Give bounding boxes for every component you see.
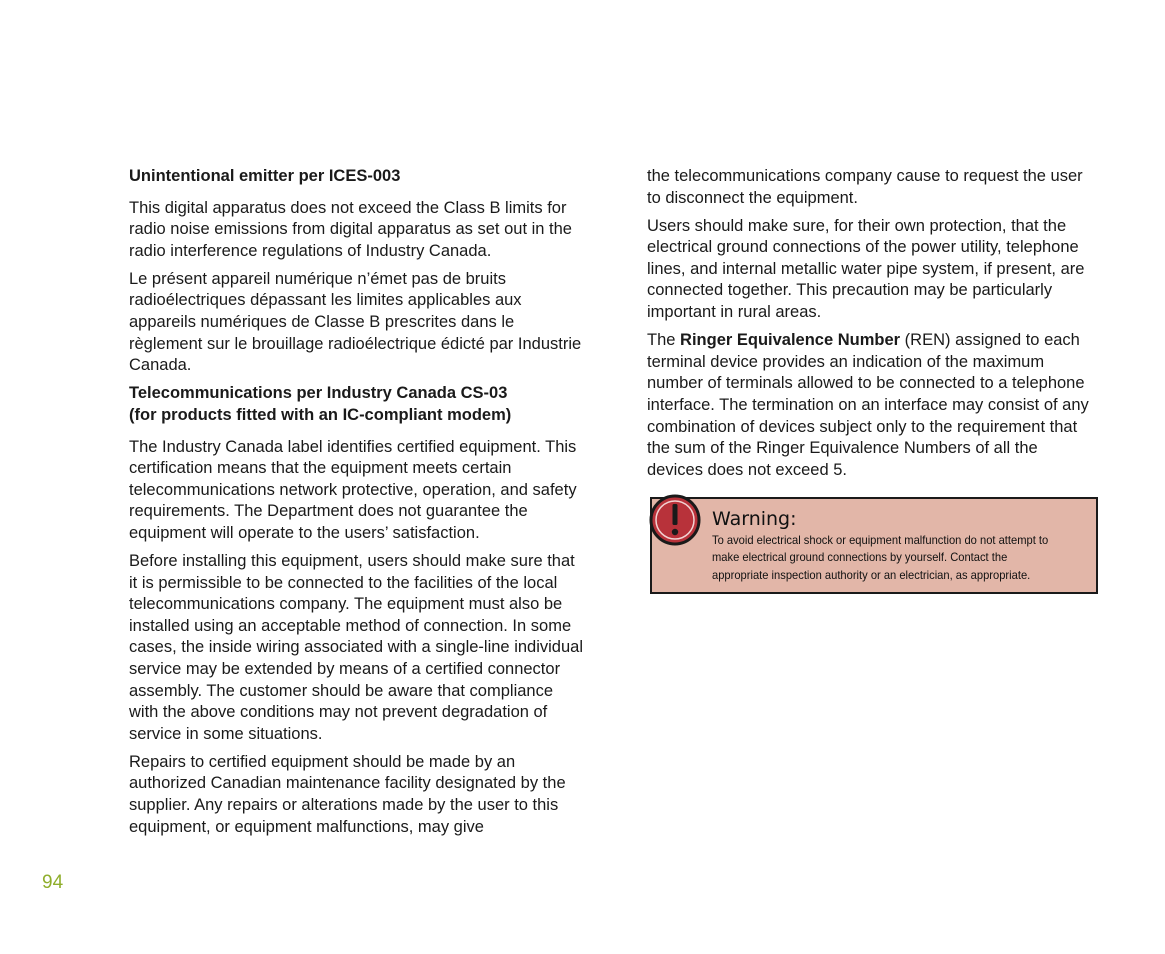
protection-paragraph: Users should make sure, for their own protection, that the electrical ground connections of the power utility, telephone lines, and internal metallic water pipe system, if present, are connected together. This precaution may be particularly important in rural areas. [647,216,1085,322]
ren-term: Ringer Equivalence Number [680,331,901,350]
warning-box [650,497,1098,594]
right-column [647,166,1097,488]
ren-rest: (REN) assigned to each terminal device provides an indication of the maximum number of terminals allowed to be connected to a telephone interface. The termination on an interface may consist of any combination of devices subject only to the requirement that the sum of the Ringer Equivalence Numbers of all the devices does not exceed 5. [647,331,1089,479]
ren-paragraph [647,330,1097,481]
label-paragraph: The Industry Canada label identifies certified equipment. This certification means that the equipment meets certain telecommunications network protective, operation, and safety requirements. The Department does not guarantee the equipment will operate to the users’ satisfaction. [129,437,577,542]
warning-title: Warning: [712,508,797,530]
ices-heading: Unintentional emitter per ICES-003 [129,167,401,185]
page-number: 94 [42,872,64,893]
exclamation-icon [648,493,702,547]
ices-english-paragraph: This digital apparatus does not exceed the Class B limits for radio noise emissions from digital apparatus as set out in the radio interference regulations of Industry Canada. [129,198,572,260]
ren-prefix: The [647,331,681,350]
ices-french-paragraph: Le présent appareil numérique n’émet pas de bruits radioélectriques dépassant les limites applicables aux appareils numériques de Classe B prescrites dans le règlement sur le brouillage radioélectrique édicté par Industrie Canada. [129,269,582,375]
repairs-paragraph: Repairs to certified equipment should be made by an authorized Canadian maintenance facility designated by the supplier. Any repairs or alterations made by the user to this equipment, or equipment malfunctions, may give [129,752,566,836]
warning-text: To avoid electrical shock or equipment malfunction do not attempt to make electrical ground connections by yourself. Contact the appropriate inspection authority or an electrician, as appropriate. [712,533,1049,582]
telecom-heading-line2: (for products fitted with an IC-compliant modem) [129,405,512,424]
telecom-heading-line1: Telecommunications per Industry Canada CS-03 [129,384,508,403]
left-column [129,166,583,845]
continuation-paragraph: the telecommunications company cause to request the user to disconnect the equipment. [647,167,1083,207]
installing-paragraph: Before installing this equipment, users should make sure that it is permissible to be connected to the facilities of the local telecommunications company. The equipment must also be installed using an acceptable method of connection. In some cases, the inside wiring associated with a single-line individual service may be extended by means of a certified connector assembly. The customer should be aware that compliance with the above conditions may not prevent degradation of service in some situations. [129,552,583,743]
telecom-heading [129,383,583,426]
